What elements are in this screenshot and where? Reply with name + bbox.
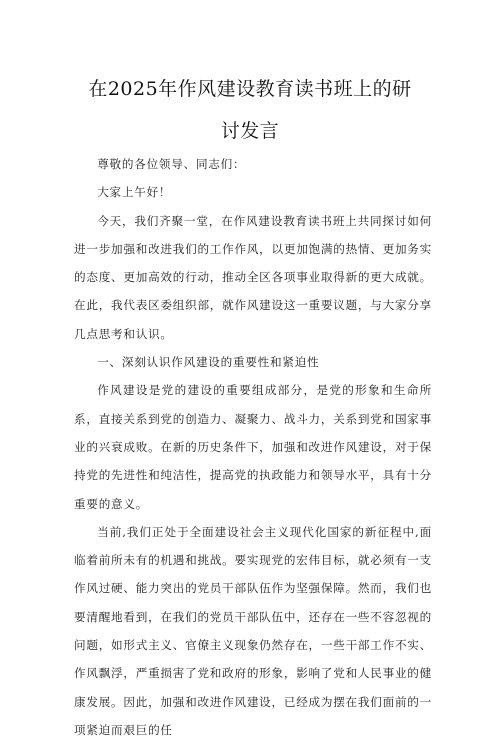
paragraph-section-1-b: 当前,我们正处于全面建设社会主义现代化国家的新征程中,面临着前所未有的机遇和挑战。要实现党的宏伟目标，就必须有一支作风过硬、能力突出的党员干部队伍作为坚强保障。然而，我们也要清醒地看到，在我们的党员干部队伍中，还存在一些不容忽视的问题，如形式主义、官僚主义现象仍然存在，一些干部工作不实、作风飘浮，严重损害了党和政府的形象，影响了党和人民事业的健康发展。因此，加强和改进作风建设，已经成为摆在我们面前的一项紧迫而艰巨的任	[74, 524, 432, 737]
document-body	[74, 150, 432, 744]
section-heading-1: 一、深刻认识作风建设的重要性和紧迫性	[97, 355, 320, 370]
greeting: 大家上午好！	[97, 185, 172, 200]
document-title-line-1: 在2025年作风建设教育读书班上的研	[88, 78, 412, 100]
salutation: 尊敬的各位领导、同志们：	[97, 157, 246, 171]
document-title-line-2: 讨发言	[220, 120, 280, 142]
paragraph-intro: 今天，我们齐聚一堂，在作风建设教育读书班上共同探讨如何进一步加强和改进我们的工作作风，以更加饱满的热情、更加务实的态度、更加高效的行动，推动全区各项事业取得新的更大成就。在此，我代表区委组织部，就作风建设这一重要议题，与大家分享几点思考和认识。	[74, 213, 432, 341]
paragraph-section-1-a: 作风建设是党的建设的重要组成部分，是党的形象和生命所系，直接关系到党的创造力、凝聚力、战斗力，关系到党和国家事业的兴衰成败。在新的历史条件下，加强和改进作风建设，对于保持党的先进性和纯洁性，提高党的执政能力和领导水平，具有十分重要的意义。	[74, 383, 432, 511]
